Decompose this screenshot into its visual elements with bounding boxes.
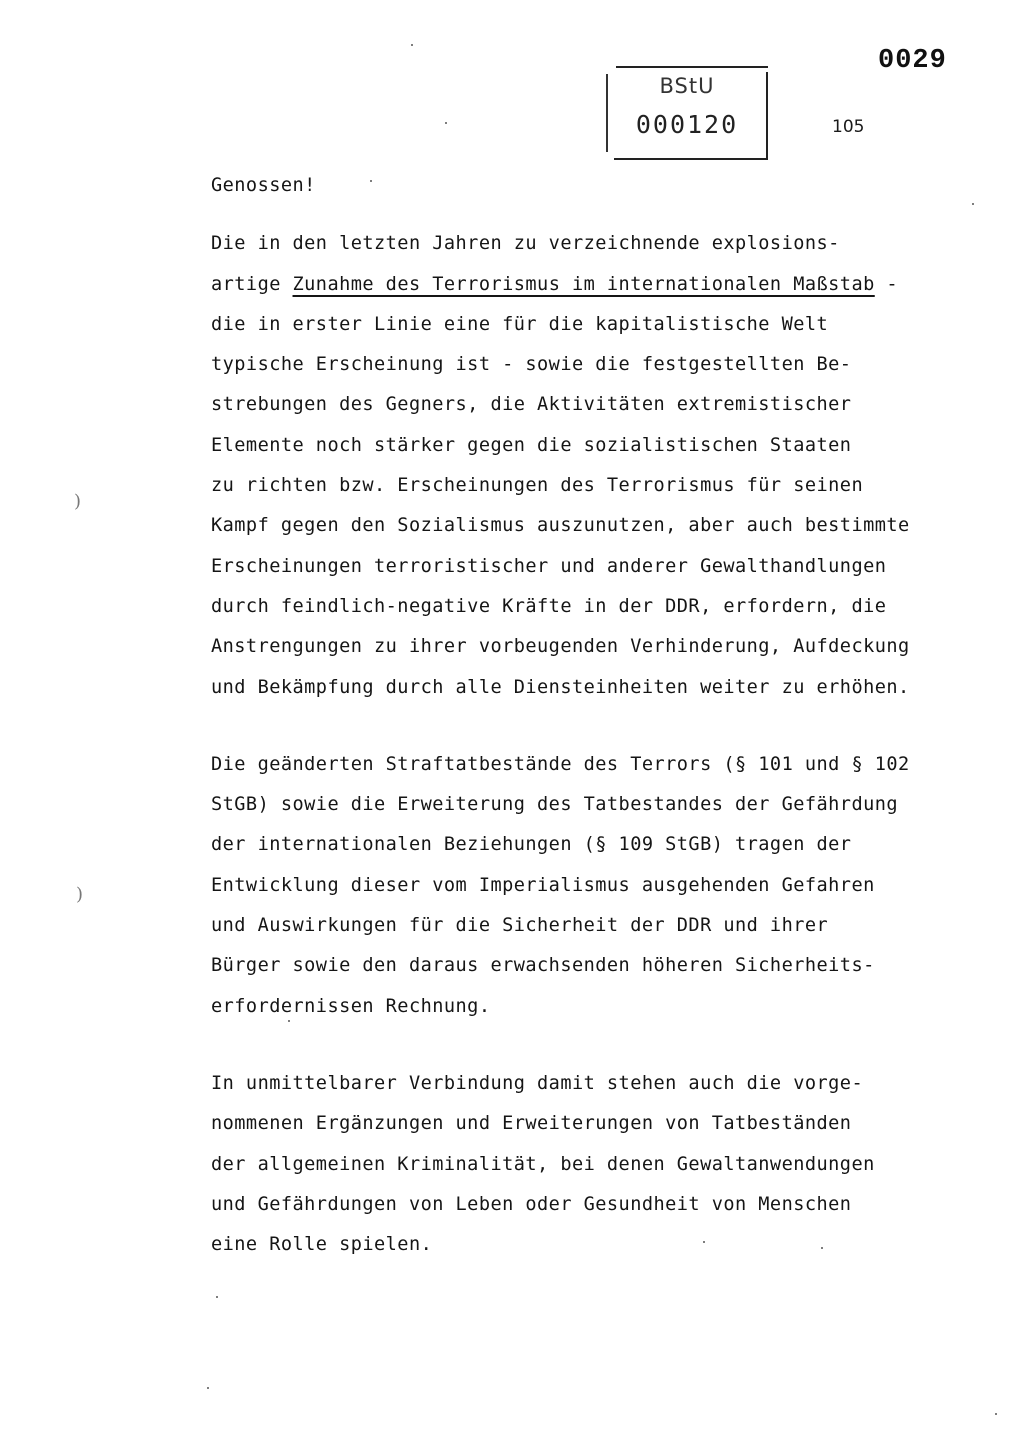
text-line: Die geänderten Straftatbestände des Terrors (§ 101 und § 102 (211, 753, 910, 775)
salutation: Genossen! (211, 175, 316, 196)
paragraph-list (211, 224, 971, 1265)
text-line: Erscheinungen terroristischer und anderer Gewalthandlungen (211, 555, 887, 577)
text-line: der internationalen Beziehungen (§ 109 StGB) tragen der (211, 834, 852, 856)
scan-speck (370, 180, 372, 182)
text-line: strebungen des Gegners, die Aktivitäten extremistischer (211, 394, 852, 416)
stamp-number: 000120 (635, 110, 739, 139)
page-number: 105 (832, 117, 865, 137)
text-line: und Bekämpfung durch alle Diensteinheiten weiter zu erhöhen. (211, 676, 910, 698)
paragraph (211, 745, 971, 1027)
margin-mark: ) (76, 884, 84, 905)
text-segment: artige (211, 273, 293, 295)
stamp-border-bottom (614, 158, 768, 160)
text-line: erfordernissen Rechnung. (211, 995, 491, 1017)
text-line: Anstrengungen zu ihrer vorbeugenden Verhinderung, Aufdeckung (211, 636, 910, 658)
scan-speck (821, 1247, 823, 1249)
text-line: typische Erscheinung ist - sowie die festgestellten Be- (211, 354, 852, 376)
text-line: Die in den letzten Jahren zu verzeichnende explosions- (211, 233, 840, 255)
scan-speck (972, 203, 974, 205)
document-body (211, 166, 971, 1265)
underlined-phrase: Zunahme des Terrorismus im internationalen Maßstab (292, 273, 875, 295)
text-line: und Gefährdungen von Leben oder Gesundheit von Menschen (211, 1193, 852, 1215)
margin-mark: ) (74, 491, 82, 512)
archive-folio-number: 0029 (878, 46, 947, 76)
paragraph (211, 224, 971, 708)
paragraph (211, 1064, 971, 1265)
scan-speck (445, 122, 447, 124)
text-line: In unmittelbarer Verbindung damit stehen auch die vorge- (211, 1072, 864, 1094)
bstu-archive-stamp (606, 66, 768, 160)
scan-speck (207, 1387, 209, 1389)
text-line (211, 265, 971, 305)
text-line: Entwicklung dieser vom Imperialismus ausgehenden Gefahren (211, 874, 875, 896)
text-line: eine Rolle spielen. (211, 1234, 433, 1256)
stamp-title: BStU (659, 74, 715, 98)
scan-speck (703, 1241, 705, 1243)
text-line: und Auswirkungen für die Sicherheit der DDR und ihrer (211, 915, 829, 937)
text-line: durch feindlich-negative Kräfte in der DDR, erfordern, die (211, 595, 887, 617)
text-line: Kampf gegen den Sozialismus auszunutzen, aber auch bestimmte (211, 515, 910, 537)
scan-speck (411, 44, 413, 46)
text-line: StGB) sowie die Erweiterung des Tatbestandes der Gefährdung (211, 794, 899, 816)
text-line: nommenen Ergänzungen und Erweiterungen von Tatbeständen (211, 1113, 852, 1135)
stamp-border-top (616, 66, 768, 68)
scan-speck (216, 1296, 218, 1298)
text-line: die in erster Linie eine für die kapitalistische Welt (211, 313, 829, 335)
text-line: der allgemeinen Kriminalität, bei denen Gewaltanwendungen (211, 1153, 875, 1175)
text-line: Elemente noch stärker gegen die sozialistischen Staaten (211, 434, 852, 456)
scan-speck (995, 1413, 997, 1415)
text-line: zu richten bzw. Erscheinungen des Terrorismus für seinen (211, 475, 864, 497)
scan-speck (288, 1020, 290, 1022)
text-segment: - (874, 273, 899, 295)
text-line: Bürger sowie den daraus erwachsenden höheren Sicherheits- (211, 955, 875, 977)
